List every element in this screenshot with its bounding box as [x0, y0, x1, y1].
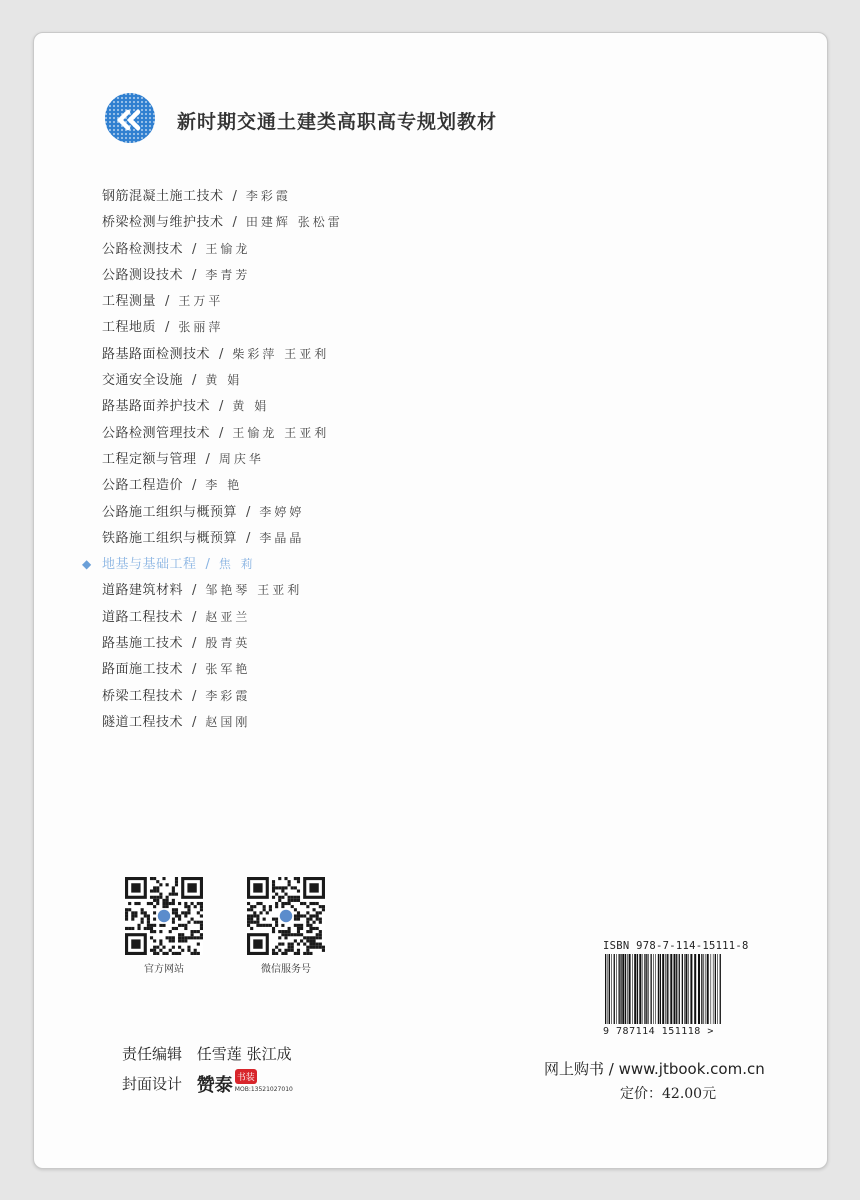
book-authors: 李 艳 [205, 478, 243, 493]
wechat-label: 微信服务号 [261, 964, 311, 975]
book-title: 钢筋混凝土施工技术 [102, 189, 224, 204]
book-item [102, 288, 343, 314]
separator: / [165, 294, 170, 310]
book-authors: 李彩霞 [205, 688, 251, 703]
barcode-digits: 9 787114 151118 > [603, 1026, 714, 1037]
book-authors: 黄 娟 [205, 373, 243, 388]
book-item [102, 446, 343, 472]
designer-logo-text: 赞泰 [196, 1075, 233, 1096]
book-authors: 李晶晶 [259, 530, 305, 545]
book-item [102, 314, 343, 340]
book-item [102, 236, 343, 262]
book-title: 地基与基础工程 [102, 557, 197, 573]
book-item [102, 262, 343, 288]
book-item [102, 499, 343, 525]
book-title: 工程测量 [102, 294, 157, 310]
book-item [102, 341, 343, 367]
book-title: 公路检测管理技术 [102, 425, 211, 441]
separator: / [192, 267, 197, 283]
series-title: 新时期交通土建类高职高专规划教材 [177, 111, 498, 133]
separator: / [219, 399, 224, 415]
book-item [102, 604, 343, 630]
back-cover [33, 32, 828, 1169]
book-authors: 柴彩萍 王亚利 [232, 346, 330, 361]
separator: / [165, 320, 170, 336]
isbn-barcode [603, 954, 723, 1024]
book-title: 路基路面养护技术 [102, 399, 211, 415]
book-authors: 周庆华 [218, 451, 264, 466]
book-authors: 王愉龙 [205, 241, 251, 256]
book-authors: 张军艳 [205, 662, 251, 677]
book-item [102, 577, 343, 603]
book-item [102, 683, 343, 709]
separator: / [246, 530, 251, 546]
book-title: 工程定额与管理 [102, 451, 197, 467]
book-authors: 李青芳 [205, 267, 251, 282]
book-authors: 殷青英 [205, 636, 251, 651]
book-authors: 李彩霞 [245, 189, 291, 203]
book-item [102, 630, 343, 656]
book-authors: 赵国刚 [205, 714, 251, 729]
book-authors: 田建辉 张松雷 [245, 215, 343, 230]
book-title: 隧道工程技术 [102, 714, 184, 730]
official-site-label: 官方网站 [144, 964, 184, 975]
designer-seal: 书装 [235, 1069, 257, 1084]
isbn-text: ISBN 978-7-114-15111-8 [603, 940, 749, 952]
separator: / [219, 346, 224, 362]
book-item [102, 393, 343, 419]
separator: / [192, 373, 197, 389]
book-item [102, 656, 343, 682]
price-text: 定价：42.00元 [620, 1086, 717, 1102]
book-item [102, 525, 343, 551]
book-authors: 焦 莉 [218, 557, 256, 572]
editor-key: 责任编辑 [122, 1045, 183, 1063]
book-list [82, 183, 343, 735]
book-authors: 赵亚兰 [205, 609, 251, 624]
book-title: 公路测设技术 [102, 267, 184, 283]
book-title: 道路建筑材料 [102, 583, 184, 599]
book-item [102, 420, 343, 446]
highlight-diamond-icon: ◆ [82, 557, 92, 572]
separator: / [192, 241, 197, 257]
book-title: 公路施工组织与概预算 [102, 504, 238, 520]
book-item [102, 472, 343, 498]
book-title: 桥梁工程技术 [102, 688, 184, 704]
editor-credit [122, 1043, 292, 1064]
book-title: 工程地质 [102, 320, 157, 336]
book-title: 铁路施工组织与概预算 [102, 530, 238, 546]
book-title: 桥梁检测与维护技术 [102, 215, 224, 231]
book-title: 路基路面检测技术 [102, 346, 211, 362]
separator: / [205, 451, 210, 467]
separator: / [192, 583, 197, 599]
book-item [102, 367, 343, 393]
book-authors: 张丽萍 [178, 320, 224, 335]
book-title: 交通安全设施 [102, 373, 184, 389]
editor-value: 任雪莲 张江成 [196, 1045, 292, 1063]
official-site-qr-code [125, 877, 203, 955]
book-title: 道路工程技术 [102, 609, 184, 625]
book-item [82, 551, 343, 577]
book-title: 公路检测技术 [102, 241, 184, 257]
book-authors: 王万平 [178, 294, 224, 309]
book-title: 路基施工技术 [102, 636, 184, 652]
book-authors: 李婷婷 [259, 504, 305, 519]
book-authors: 王愉龙 王亚利 [232, 425, 330, 440]
book-title: 公路工程造价 [102, 478, 184, 494]
separator: / [232, 189, 237, 204]
designer-phone: MOB:13521027010 [234, 1086, 293, 1093]
separator: / [192, 688, 197, 704]
online-shop-text: 网上购书 / www.jtbook.com.cn [544, 1060, 765, 1078]
book-authors: 邹艳琴 王亚利 [205, 583, 303, 598]
separator: / [192, 609, 197, 625]
separator: / [246, 504, 251, 520]
book-item [102, 709, 343, 735]
separator: / [192, 714, 197, 730]
separator: / [205, 557, 210, 573]
book-title: 路面施工技术 [102, 662, 184, 678]
separator: / [219, 425, 224, 441]
design-credit [122, 1071, 297, 1097]
publisher-logo-icon [104, 92, 156, 144]
separator: / [192, 662, 197, 678]
book-item [102, 209, 343, 235]
designer-mark [197, 1071, 297, 1097]
book-authors: 黄 娟 [232, 399, 270, 414]
separator: / [192, 636, 197, 652]
separator: / [192, 478, 197, 494]
design-key: 封面设计 [122, 1074, 183, 1093]
wechat-qr-code [247, 877, 325, 955]
book-item [102, 183, 343, 209]
separator: / [232, 215, 237, 231]
